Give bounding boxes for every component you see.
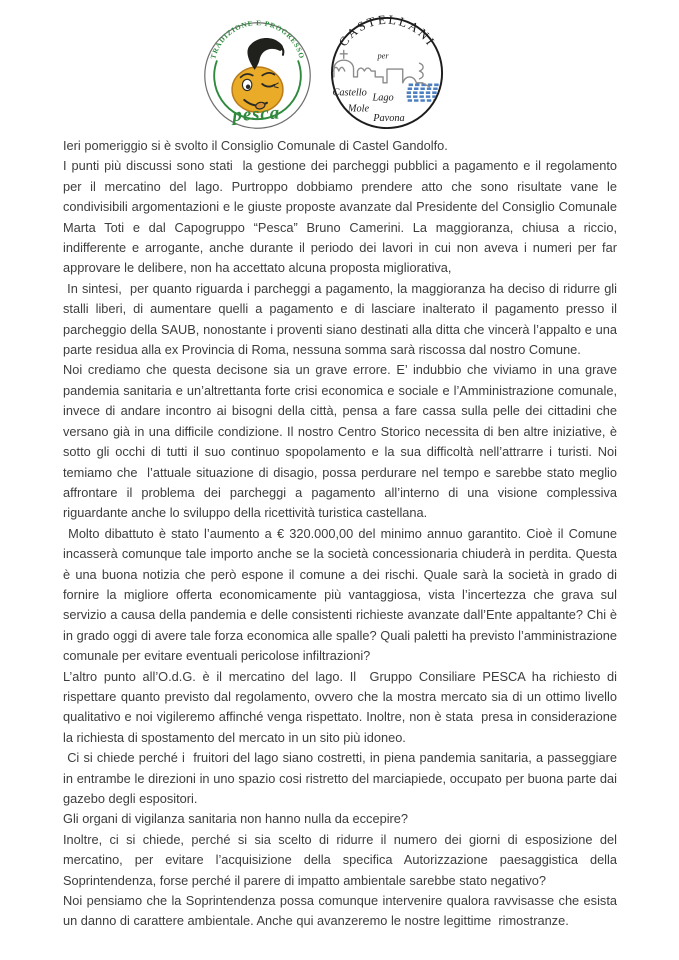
paragraph-8: Gli organi di vigilanza sanitaria non hanno nulla da eccepire?: [63, 811, 409, 827]
paragraph-6: L’altro punto all’O.d.G. è il mercatino del lago. Il Gruppo Consiliare PESCA ha richiesto di rispettare quanto previsto dal regolamento, ovvero che la mostra mercato sia di un ottimo livello qualitativo e noi vigileremo affinché venga rispettato. Inoltre, non è stata presa in considerazione la richiesta di spostamento del mercato in un sito più idoneo.: [63, 668, 621, 745]
paragraph-7: Ci si chiede perché i fruitori del lago siano costretti, in piena pandemia sanitaria, a passeggiare in entrambe le direzioni in uno spazio cosi ristretto del marciapiede, occupato per buona parte dai gazebo degli espositori.: [63, 750, 621, 806]
paragraph-10: Noi pensiamo che la Soprintendenza possa comunque intervenire qualora ravvisasse che esista un danno di carattere ambientale. Anche qui avanzeremo le nostre legittime rimostranze.: [63, 893, 621, 929]
castellani-logo: [328, 14, 446, 132]
per-script-text: per: [377, 51, 389, 61]
document-text: [63, 136, 621, 932]
mole-label: Mole: [347, 103, 370, 115]
castellani-arc-text: CASTELLANI: [336, 14, 439, 50]
paragraph-3: In sintesi, per quanto riguarda i parcheggi a pagamento, la maggioranza ha deciso di ridurre gli stalli liberi, di aumentare quelli a pagamento e di lasciare inalterato il pagamento presso il parcheggio della SAUB, nonostante i proventi siano destinati alla ditta che vincerà l’appalto e una parte residua alla ex Provincia di Roma, nessuna somma sarà riscossa dal nostro Comune.: [63, 280, 621, 358]
lago-label: Lago: [372, 92, 394, 104]
pesca-logo: [201, 18, 314, 133]
tradizione-progresso-arc-text: TRADIZIONE E PROGRESSO: [209, 19, 306, 60]
paragraph-1: Ieri pomeriggio si è svolto il Consiglio Comunale di Castel Gandolfo.: [63, 138, 448, 153]
paragraph-2: I punti più discussi sono stati la gestione dei parcheggi pubblici a pagamento e il regolamento per il mercatino del lago. Purtroppo dobbiamo prendere atto che sono risultate vane le condivisibili argomentazioni e le giuste proposte avanzate dal Presidente del Consiglio Comunale Marta Toti e dal Capogruppo “Pesca” Bruno Camerini. La maggioranza, chiusa a riccio, indifferente e arrogante, anche durante il periodo dei lavori in cui non aveva i numeri per far approvare le delibere, non ha accettato alcuna proposta migliorativa,: [63, 158, 621, 276]
header-logos: [0, 14, 679, 136]
castello-label: Castello: [332, 87, 367, 99]
paragraph-9: Inoltre, ci si chiede, perché si sia scelto di ridurre il numero dei giorni di esposizione del mercatino, per evitare l’acquisizione della specifica Autorizzazione paesaggistica della Soprintendenza, forse perché il parere di impatto ambientale sarebbe stato negativo?: [63, 831, 621, 888]
pesca-script-text: pesca: [231, 102, 281, 126]
paragraph-5: Molto dibattuto è stato l’aumento a € 320.000,00 del minimo annuo garantito. Cioè il Comune incasserà comunque tale importo anche se la società concessionaria chiuderà in perdita. Questa è una buona notizia che però espone il comune a dei rischi. Quale sarà la società in grado di fornire la migliore offerta economicamente più vantaggiosa, vista l’incertezza che grava sul servizio a causa della pandemia e delle consistenti richieste avanzate dall’Ente appaltante? Chi è in grado oggi di avere tale forza economica alle spalle? Quali paletti ha previsto l’amministrazione comunale per evitare eventuali pericolose infiltrazioni?: [63, 525, 621, 664]
paragraph-4: Noi crediamo che questa decisone sia un grave errore. E’ indubbio che viviamo in una grave pandemia sanitaria e un’altrettanta forte crisi economica e sociale e l’Amministrazione comunale, invece di andare incontro ai bisogni della città, pensa a fare cassa sulla pelle dei cittadini che versano già in una difficile condizione. Il nostro Centro Storico necessita di ben altre iniziative, è sotto gli occhi di tutti il suo continuo spopolamento e la sua difficoltà nell’attrarre i turisti. Noi temiamo che l’attuale situazione di disagio, possa perdurare nel tempo e sarebbe stato meglio affrontare il problema dei parcheggi a pagamento all’interno di una visione complessiva riguardante anche lo sviluppo della ricettività turistica castellana.: [63, 362, 621, 521]
pavona-label: Pavona: [373, 113, 405, 125]
